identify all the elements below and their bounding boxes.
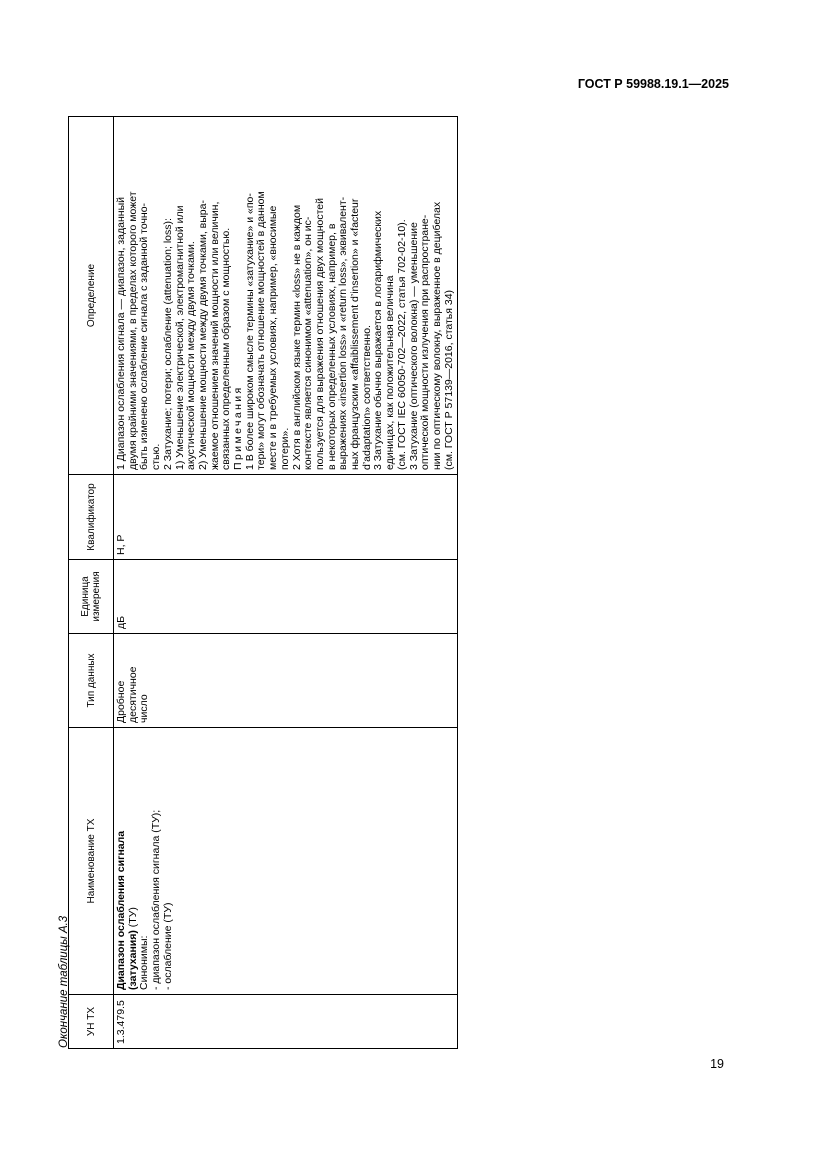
cell-definition xyxy=(114,117,458,475)
term-tag: (ТУ) xyxy=(126,907,139,931)
cell-name xyxy=(114,728,458,995)
header-qualifier: Квалификатор xyxy=(69,475,114,560)
definition-line: (см. ГОСТ IEC 60050-702—2022, статья 702-02-10). xyxy=(395,219,408,470)
definition-line: 1) Уменьшение электрической, электромагнитной или xyxy=(173,205,186,470)
definition-line: 2 Хотя в английском языке термин «loss» не в каждом xyxy=(290,204,303,470)
definition-line: (см. ГОСТ Р 57139—2016, статья 34) xyxy=(442,289,455,470)
cell-unit: дБ xyxy=(114,560,458,634)
definition-line: единицах, как положительная величина xyxy=(384,275,397,470)
cell-data-type xyxy=(114,634,458,728)
data-type-line: число xyxy=(138,694,151,723)
definition-line: потери». xyxy=(278,427,291,470)
synonym-item: - ослабление (ТУ) xyxy=(161,902,174,990)
definition-line: жаемое отношением значений мощности или величин, xyxy=(208,201,221,470)
document-code: ГОСТ Р 59988.19.1—2025 xyxy=(577,77,729,91)
cell-id: 1.3.479.5 xyxy=(114,995,458,1049)
definition-line: оптической мощности излучения при распростране- xyxy=(419,214,432,470)
table-header-row xyxy=(69,117,114,1049)
definition-line: 1 Диапазон ослабления сигнала — диапазон, заданный xyxy=(115,197,127,470)
definition-line: акустической мощности между двумя точками. xyxy=(185,241,198,470)
definition-line: 3 Затухание обычно выражается в логарифмических xyxy=(372,210,385,470)
definition-line: нии по оптическому волокну, выраженное в децибелах xyxy=(430,201,443,470)
header-unit: Единица измерения xyxy=(69,560,114,634)
definition-line: месте и в требуемых условиях, например, «вносимые xyxy=(267,205,280,470)
table-caption: Окончание таблицы А.3 xyxy=(58,915,70,1048)
data-type-line: Дробное xyxy=(115,680,127,723)
definition-line: 2) Уменьшение мощности между двумя точками, выра- xyxy=(196,200,209,470)
definition-line: пользуется для выражения отношения двух мощностей xyxy=(313,197,326,470)
definition-line: ных французским «affaiblissement d’insertion» и «facteur xyxy=(349,198,362,470)
header-name: Наименование ТХ xyxy=(69,728,114,995)
term-name-bold-2: (затухания) xyxy=(126,930,139,990)
definition-line: стью. xyxy=(150,443,163,470)
synonyms-label: Синонимы: xyxy=(138,935,151,990)
definition-line: контексте является синонимом «attenuation», он ис- xyxy=(302,216,315,470)
definition-line: двумя крайними значениями, в пределах которого может xyxy=(126,191,139,470)
definition-line: 3 Затухание (оптического волокна) — уменьшение xyxy=(407,222,420,470)
cell-qualifier: Н, Р xyxy=(114,475,458,560)
definition-line: 1 В более широком смысле термины «затухание» и «по- xyxy=(243,193,256,470)
definition-line: 2 Затухание; потери; ослабление (attenuation; loss): xyxy=(161,218,174,470)
notes-heading: Примечания xyxy=(232,385,245,470)
definition-line: в некоторых определенных условиях, например, в xyxy=(325,223,338,470)
header-data-type: Тип данных xyxy=(69,634,114,728)
table-row xyxy=(114,117,458,1049)
definition-line: тери» могут обозначать отношение мощностей в данном xyxy=(255,191,268,470)
definition-line: d’adaptation» соответственно. xyxy=(360,325,373,470)
definition-line: выражениях «insertion loss» и «return loss», эквивалент- xyxy=(337,196,350,470)
data-type-line: десятичное xyxy=(126,666,139,723)
definition-line: быть изменено ослабление сигнала с заданной точно- xyxy=(138,202,151,470)
synonym-item: - диапазон ослабления сигнала (ТУ); xyxy=(150,809,163,990)
rotated-table-block xyxy=(0,117,455,1049)
term-name-bold: Диапазон ослабления сигнала xyxy=(115,830,127,990)
header-id: УН ТХ xyxy=(69,995,114,1049)
page-number: 19 xyxy=(710,1057,724,1071)
definition-line: связанных определенным образом с мощностью. xyxy=(220,227,233,470)
terms-table xyxy=(68,116,458,1049)
header-definition: Определение xyxy=(69,117,114,475)
